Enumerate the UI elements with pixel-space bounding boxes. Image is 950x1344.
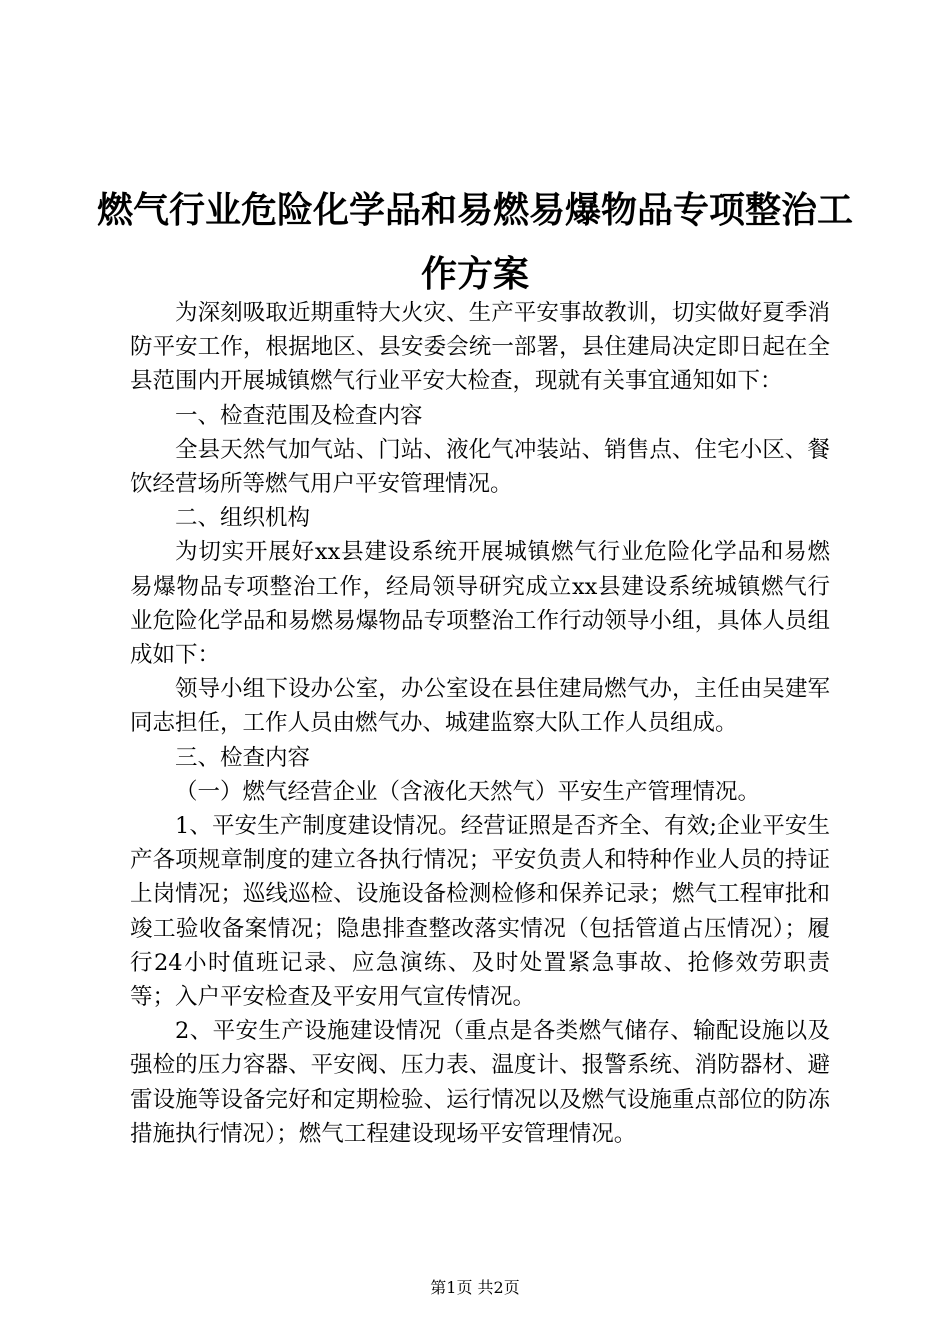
paragraph-organization: 为切实开展好xx县建设系统开展城镇燃气行业危险化学品和易燃易爆物品专项整治工作，经局领导研究成立xx县建设系统城镇燃气行业危险化学品和易燃易爆物品专项整治工作行动领导小组，具体人员组成如下： — [130, 539, 830, 669]
paragraph-item-2: 2、平安生产设施建设情况（重点是各类燃气储存、输配设施以及强检的压力容器、平安阀、压力表、温度计、报警系统、消防器材、避雷设施等设备完好和定期检验、运行情况以及燃气设施重点部位的防冻措施执行情况）；燃气工程建设现场平安管理情况。 — [130, 1018, 830, 1147]
heading-section-3: 三、检查内容 — [175, 744, 311, 771]
paragraph-office: 领导小组下设办公室，办公室设在县住建局燃气办，主任由吴建军同志担任，工作人员由燃气办、城建监察大队工作人员组成。 — [130, 676, 830, 737]
paragraph-scope: 全县天然气加气站、门站、液化气冲装站、销售点、住宅小区、餐饮经营场所等燃气用户平安管理情况。 — [130, 436, 830, 498]
paragraph-item-1: 1、平安生产制度建设情况。经营证照是否齐全、有效;企业平安生产各项规章制度的建立各执行情况；平安负责人和特种作业人员的持证上岗情况；巡线巡检、设施设备检测检修和保养记录；燃气工程审批和竣工验收备案情况；隐患排查整改落实情况（包括管道占压情况）；履行24小时值班记录、应急演练、及时处置紧急事故、抢修效劳职责等；入户平安检查及平安用气宣传情况。 — [130, 813, 830, 1011]
subheading-item-1: （一）燃气经营企业（含液化天然气）平安生产管理情况。 — [175, 778, 761, 805]
heading-section-2: 二、组织机构 — [175, 505, 311, 532]
heading-section-1: 一、检查范围及检查内容 — [175, 402, 423, 429]
document-body — [130, 296, 830, 1151]
document-title: 燃气行业危险化学品和易燃易爆物品专项整治工作方案 — [96, 189, 853, 295]
paragraph-intro: 为深刻吸取近期重特大火灾、生产平安事故教训，切实做好夏季消防平安工作，根据地区、县安委会统一部署，县住建局决定即日起在全县范围内开展城镇燃气行业平安大检查，现就有关事宜通知如下： — [130, 300, 830, 395]
page-number: 第1页 共2页 — [430, 1278, 520, 1297]
